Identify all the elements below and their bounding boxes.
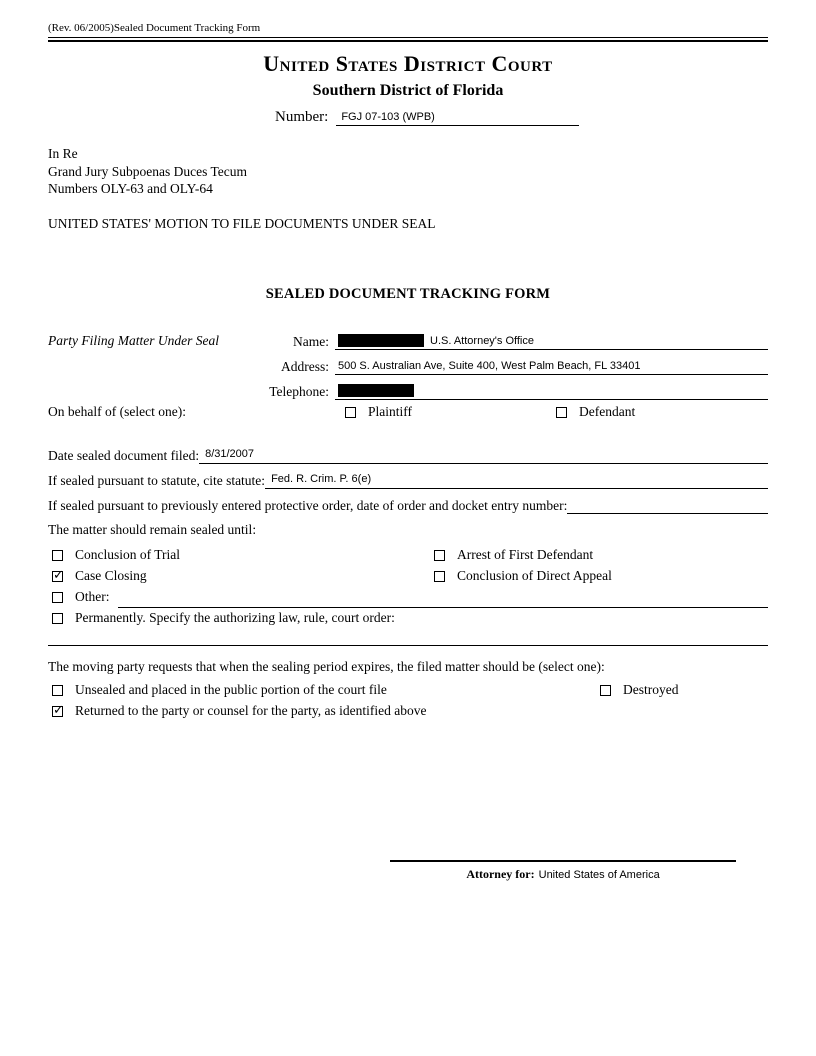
name-value: U.S. Attorney's Office <box>430 334 534 347</box>
address-row <box>48 350 768 375</box>
address-label: Address: <box>281 358 329 374</box>
caption-line-1: In Re <box>48 146 78 161</box>
name-label: Name: <box>293 333 329 349</box>
conclusion-direct-appeal-checkbox[interactable] <box>434 571 445 582</box>
seal-until-row-4 <box>48 608 768 629</box>
court-title: United States District Court <box>263 51 553 76</box>
conclusion-of-trial-label: Conclusion of Trial <box>75 547 181 562</box>
telephone-row <box>48 375 768 400</box>
name-field[interactable] <box>335 333 768 350</box>
returned-checkbox[interactable] <box>52 706 63 717</box>
party-section <box>48 325 768 400</box>
case-closing-label: Case Closing <box>75 568 147 583</box>
case-number-row <box>275 109 768 126</box>
destroyed-label: Destroyed <box>623 682 679 697</box>
case-number-label: Number: <box>275 109 329 125</box>
motion-title: UNITED STATES' MOTION TO FILE DOCUMENTS UNDER SEAL <box>48 215 436 231</box>
case-caption <box>48 145 768 198</box>
permanently-option <box>52 610 395 626</box>
conclusion-direct-appeal-label: Conclusion of Direct Appeal <box>457 568 612 583</box>
returned-label: Returned to the party or counsel for the party, as identified above <box>75 703 427 718</box>
other-checkbox[interactable] <box>52 592 63 603</box>
defendant-label: Defendant <box>579 404 636 419</box>
conclusion-direct-appeal-option <box>434 568 612 584</box>
conclusion-of-trial-checkbox[interactable] <box>52 550 63 561</box>
case-closing-checkbox[interactable] <box>52 571 63 582</box>
protective-order-field[interactable] <box>567 498 768 514</box>
statute-field[interactable]: Fed. R. Crim. P. 6(e) <box>265 473 768 489</box>
protective-order-row <box>48 489 768 514</box>
behalf-label: On behalf of (select one): <box>48 404 186 419</box>
unsealed-option <box>52 682 600 698</box>
district-title: Southern District of Florida <box>312 82 504 99</box>
expiration-heading: The moving party requests that when the sealing period expires, the filed matter should be (select one): <box>48 658 605 674</box>
unsealed-checkbox[interactable] <box>52 685 63 696</box>
defendant-option <box>556 404 635 420</box>
seal-until-options <box>48 545 768 629</box>
returned-option <box>52 703 427 719</box>
destroyed-option <box>600 682 678 698</box>
expiration-row-2 <box>48 701 768 722</box>
other-label: Other: <box>75 589 110 604</box>
seal-until-row-2 <box>48 566 768 587</box>
seal-until-heading: The matter should remain sealed until: <box>48 521 257 537</box>
date-filed-field[interactable]: 8/31/2007 <box>199 448 768 464</box>
protective-order-label: If sealed pursuant to previously entered protective order, date of order and docket entry number: <box>48 497 568 513</box>
party-section-label: Party Filing Matter Under Seal <box>48 332 219 348</box>
header-rule <box>48 37 768 42</box>
attorney-for-label: Attorney for: <box>466 866 535 881</box>
signature-block <box>390 860 736 883</box>
date-filed-row <box>48 439 768 464</box>
address-field[interactable] <box>335 358 768 375</box>
plaintiff-label: Plaintiff <box>368 404 413 419</box>
permanently-answer-field[interactable] <box>48 645 768 646</box>
expiration-row-1 <box>48 680 768 701</box>
rev-header: (Rev. 06/2005)Sealed Document Tracking Form <box>48 22 261 34</box>
telephone-label: Telephone: <box>269 383 329 399</box>
conclusion-of-trial-option <box>52 547 434 563</box>
attorney-for-line <box>390 865 736 883</box>
seal-until-row-1 <box>48 545 768 566</box>
signature-line[interactable] <box>390 860 736 862</box>
plaintiff-checkbox[interactable] <box>345 407 356 418</box>
address-value: 500 S. Australian Ave, Suite 400, West Palm Beach, FL 33401 <box>338 359 641 372</box>
caption-line-3: Numbers OLY-63 and OLY-64 <box>48 181 213 196</box>
arrest-first-defendant-label: Arrest of First Defendant <box>457 547 594 562</box>
statute-label: If sealed pursuant to statute, cite statute: <box>48 472 266 488</box>
telephone-redaction-box <box>338 384 414 397</box>
unsealed-label: Unsealed and placed in the public portion of the court file <box>75 682 387 697</box>
permanently-label: Permanently. Specify the authorizing law, rule, court order: <box>75 610 395 625</box>
other-option <box>52 589 110 605</box>
arrest-first-defendant-option <box>434 547 593 563</box>
arrest-first-defendant-checkbox[interactable] <box>434 550 445 561</box>
date-filed-label: Date sealed document filed: <box>48 447 200 463</box>
telephone-field[interactable] <box>335 383 768 400</box>
form-title: SEALED DOCUMENT TRACKING FORM <box>265 285 551 302</box>
caption-line-2: Grand Jury Subpoenas Duces Tecum <box>48 163 248 179</box>
seal-until-row-3 <box>48 587 768 608</box>
expiration-options <box>48 680 768 722</box>
defendant-checkbox[interactable] <box>556 407 567 418</box>
attorney-for-value: United States of America <box>538 868 660 881</box>
case-number-field[interactable]: FGJ 07-103 (WPB) <box>336 111 579 126</box>
behalf-row <box>48 400 768 425</box>
destroyed-checkbox[interactable] <box>600 685 611 696</box>
name-redaction-box <box>338 334 424 347</box>
permanently-checkbox[interactable] <box>52 613 63 624</box>
plaintiff-option <box>345 404 556 420</box>
case-closing-option <box>52 568 434 584</box>
other-field[interactable] <box>118 590 769 608</box>
statute-row <box>48 464 768 489</box>
